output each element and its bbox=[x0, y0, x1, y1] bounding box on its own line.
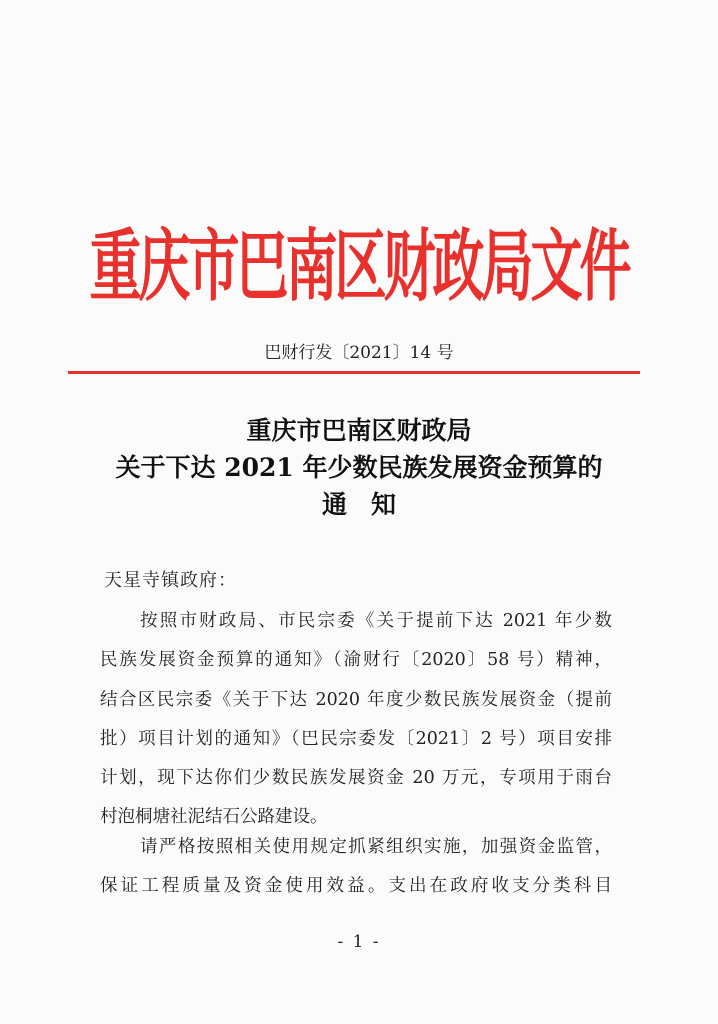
page-number: - 1 - bbox=[337, 932, 381, 952]
document-number: 巴财行发〔2021〕14 号 bbox=[264, 343, 454, 363]
paragraph-line: 结合区民宗委《关于下达 2020 年度少数民族发展资金（提前 bbox=[100, 689, 612, 710]
paragraph-line: 村泡桐塘社泥结石公路建设。 bbox=[100, 807, 328, 828]
title-line-1: 重庆市巴南区财政局 bbox=[246, 416, 472, 445]
paragraph-1 bbox=[100, 602, 612, 838]
title-line-2: 关于下达 2021 年少数民族发展资金预算的 bbox=[115, 453, 603, 482]
paragraph-line: 民族发展资金预算的通知》（渝财行〔2020〕58 号）精神， bbox=[100, 650, 612, 671]
addressee: 天星寺镇政府： bbox=[104, 570, 237, 591]
paragraph-line: 按照市财政局、市民宗委《关于提前下达 2021 年少数 bbox=[140, 611, 612, 631]
paragraph-line: 保证工程质量及资金使用效益。支出在政府收支分类科目 bbox=[100, 876, 612, 897]
title-line-3: 通知 bbox=[321, 490, 420, 519]
paragraph-2 bbox=[100, 828, 612, 907]
red-separator-line bbox=[68, 371, 640, 374]
paragraph-line: 计划，现下达你们少数民族发展资金 20 万元，专项用于雨台 bbox=[100, 768, 612, 789]
issuing-authority-header: 重庆市巴南区财政局文件 bbox=[89, 222, 629, 313]
paragraph-line: 批）项目计划的通知》（巴民宗委发〔2021〕2 号）项目安排 bbox=[100, 728, 612, 749]
paragraph-line: 请严格按照相关使用规定抓紧组织实施，加强资金监管， bbox=[140, 837, 612, 857]
document-title bbox=[0, 412, 718, 523]
